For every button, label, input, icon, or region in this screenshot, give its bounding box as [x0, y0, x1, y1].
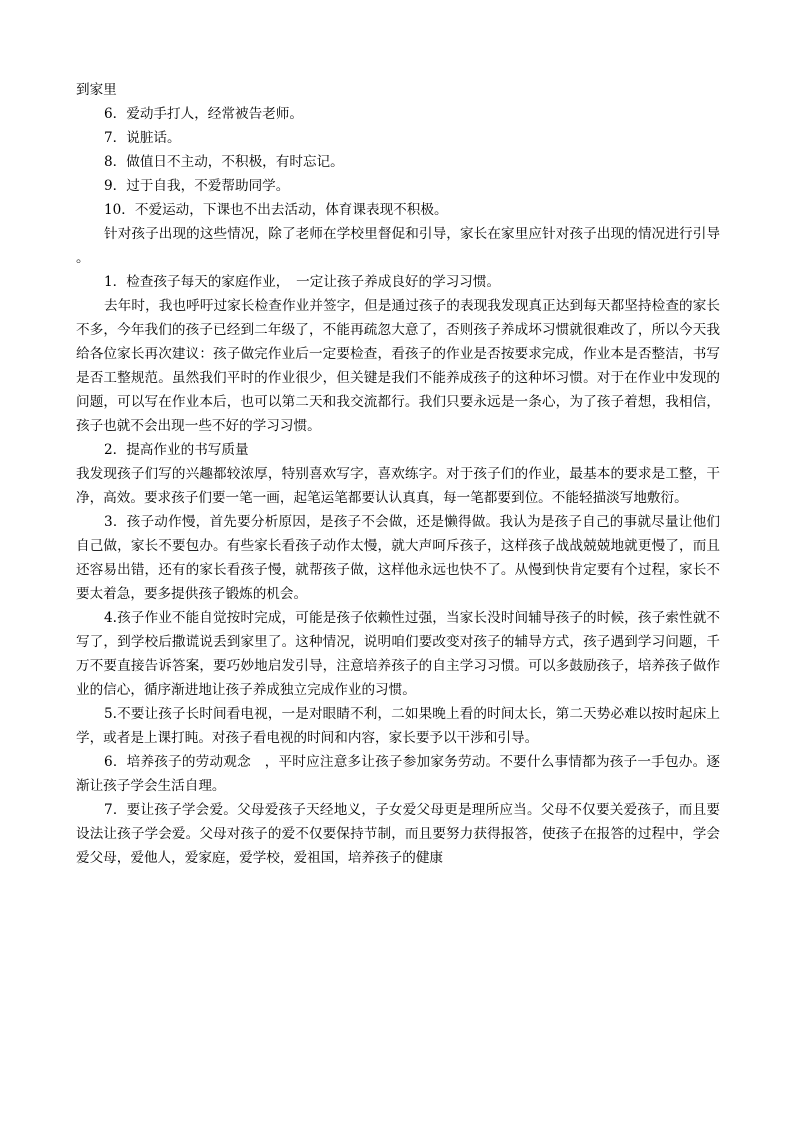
list-item-6: 6．爱动手打人，经常被告老师。	[104, 106, 303, 122]
paragraph-love: 7．要让孩子学会爱。父母爱孩子天经地义，子女爱父母更是理所应当。父母不仅要关爱孩子，而且要设法让孩子学会爱。父母对孩子的爱不仅要保持节制，而且要努力获得报答，使孩子在报答的过程中，学会爱父母，爱他人，爱家庭，爱学校，爱祖国，培养孩子的健康	[76, 802, 720, 866]
document-body	[76, 78, 720, 870]
paragraph-guidance-intro: 针对孩子出现的这些情况，除了老师在学校里督促和引导，家长在家里应针对孩子出现的情况进行引导 。	[76, 226, 720, 266]
paragraph-labor: 6．培养孩子的劳动观念 ，平时应注意多让孩子参加家务劳动。不要什么事情都为孩子一手包办。逐渐让孩子学会生活自理。	[76, 754, 720, 794]
paragraph-continuation: 到家里	[76, 82, 117, 98]
heading-check-homework: 1．检查孩子每天的家庭作业， 一定让孩子养成良好的学习习惯。	[104, 274, 501, 290]
list-item-7: 7．说脏话。	[104, 130, 181, 146]
list-item-10: 10．不爱运动，下课也不出去活动，体育课表现不积极。	[104, 202, 448, 218]
list-item-9: 9．过于自我，不爱帮助同学。	[104, 178, 290, 194]
paragraph-slow-action: 3．孩子动作慢，首先要分析原因，是孩子不会做，还是懒得做。我认为是孩子自己的事就尽量让他们自己做，家长不要包办。有些家长看孩子动作太慢，就大声呵斥孩子，这样孩子战战兢兢地就更慢了，而且还容易出错，还有的家长看孩子慢，就帮孩子做，这样他永远也快不了。从慢到快肯定要有个过程，家长不要太着急，要多提供孩子锻炼的机会。	[76, 514, 720, 602]
paragraph-writing-quality: 我发现孩子们写的兴趣都较浓厚，特别喜欢写字，喜欢练字。对于孩子们的作业，最基本的要求是工整，干净，高效。要求孩子们要一笔一画，起笔运笔都要认认真真，每一笔都要到位。不能轻描淡写地敷衍。	[76, 466, 720, 506]
paragraph-check-homework: 去年时，我也呼吁过家长检查作业并签字，但是通过孩子的表现我发现真正达到每天都坚持检查的家长不多，今年我们的孩子已经到二年级了，不能再疏忽大意了，否则孩子养成坏习惯就很难改了，所以今天我给各位家长再次建议：孩子做完作业后一定要检查，看孩子的作业是否按要求完成，作业本是否整洁，书写是否工整规范。虽然我们平时的作业很少，但关键是我们不能养成孩子的这种坏习惯。对于在作业中发现的问题，可以写在作业本后，也可以第二天和我交流都行。我们只要永远是一条心，为了孩子着想，我相信，孩子也就不会出现一些不好的学习习惯。	[76, 298, 720, 434]
list-item-8: 8．做值日不主动，不积极，有时忘记。	[104, 154, 344, 170]
paragraph-television: 5.不要让孩子长时间看电视，一是对眼睛不利，二如果晚上看的时间太长，第二天势必难以按时起床上学，或者是上课打盹。对孩子看电视的时间和内容，家长要予以干涉和引导。	[76, 706, 720, 746]
heading-writing-quality: 2．提高作业的书写质量	[104, 442, 249, 458]
paragraph-homework-on-time: 4.孩子作业不能自觉按时完成，可能是孩子依赖性过强，当家长没时间辅导孩子的时候，孩子索性就不写了，到学校后撒谎说丢到家里了。这种情况，说明咱们要改变对孩子的辅导方式，孩子遇到学习问题，千万不要直接告诉答案，要巧妙地启发引导，注意培养孩子的自主学习习惯。可以多鼓励孩子，培养孩子做作业的信心，循序渐进地让孩子养成独立完成作业的习惯。	[76, 610, 720, 698]
